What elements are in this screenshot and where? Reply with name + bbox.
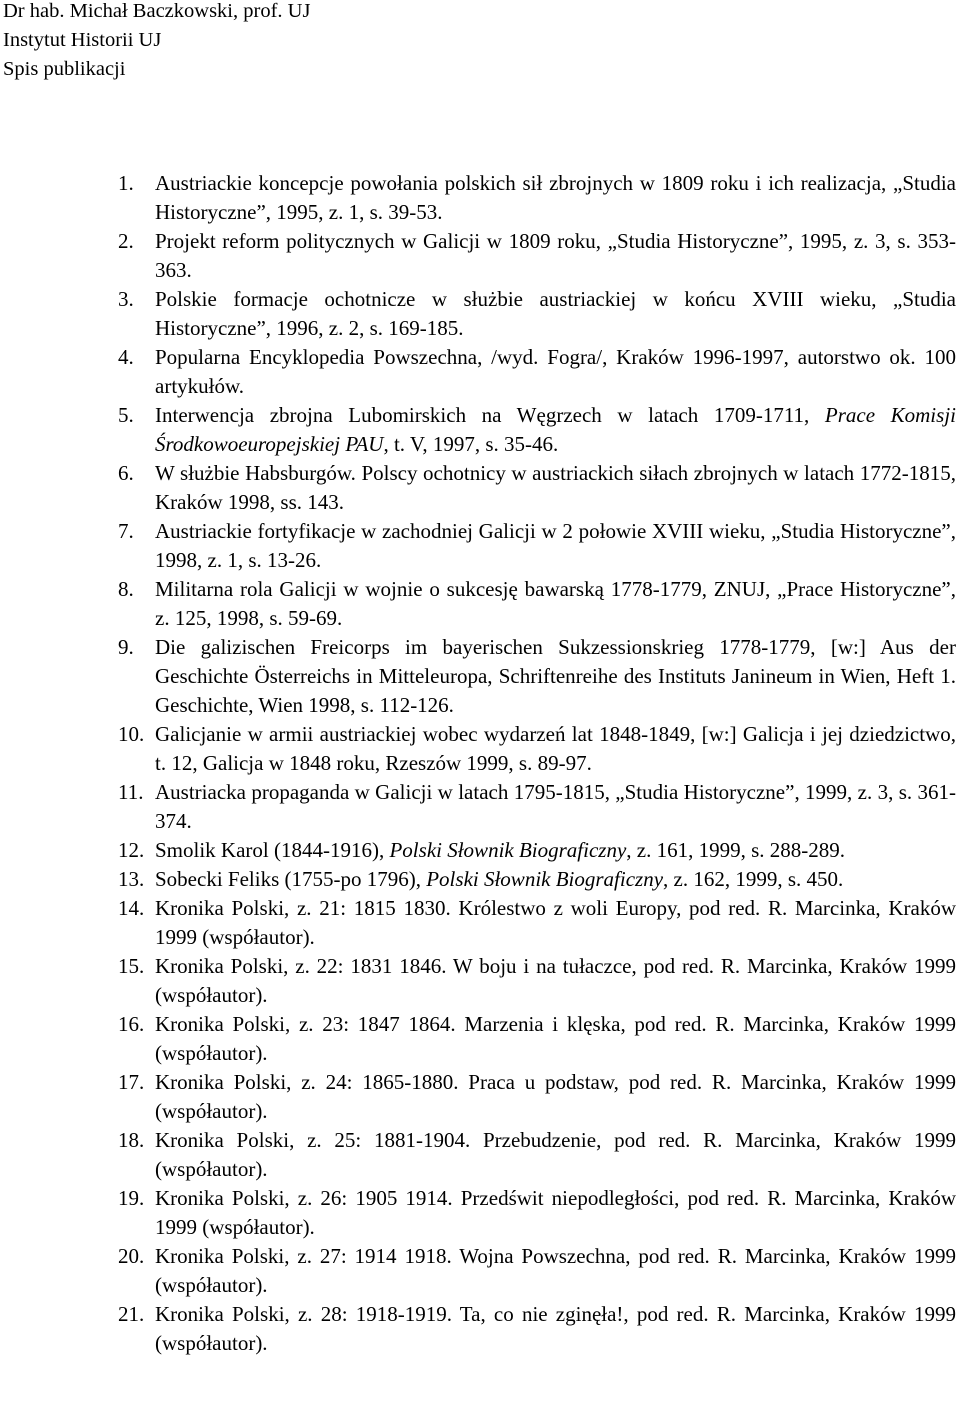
publication-text: [155, 720, 956, 778]
publication-item: [118, 1126, 956, 1184]
publication-segment: Smolik Karol (1844-1916),: [155, 838, 390, 862]
publication-italic-title: Prace Komisji Środkowoeuropejskiej PAU: [155, 403, 956, 456]
publication-number: 9.: [118, 635, 134, 659]
publication-italic-title: Polski Słownik Biograficzny: [426, 867, 664, 891]
publication-number: 3.: [118, 287, 134, 311]
publication-number: 8.: [118, 577, 134, 601]
publication-segment: Galicjanie w armii austriackiej wobec wydarzeń lat 1848-1849, [w:] Galicja i jej dziedzictwo, t. 12, Galicja w 1848 roku, Rzeszów 1999, s. 89-97.: [155, 722, 956, 775]
publication-italic-title: Polski Słownik Biograficzny: [389, 838, 627, 862]
publication-segment: Sobecki Feliks (1755-po 1796),: [155, 867, 427, 891]
publication-segment: Austriackie koncepcje powołania polskich sił zbrojnych w 1809 roku i ich realizacja, „Studia Historyczne”, 1995, z. 1, s. 39-53.: [155, 171, 956, 224]
publication-text: [155, 836, 956, 865]
publication-list: [118, 169, 956, 1358]
publication-item: [118, 1300, 956, 1358]
publication-text: [155, 865, 956, 894]
publication-number: 12.: [118, 838, 145, 862]
publication-item: [118, 1184, 956, 1242]
publication-text: [155, 169, 956, 227]
publication-text: [155, 633, 956, 720]
publication-segment: Die galizischen Freicorps im bayerischen Sukzessionskrieg 1778-1779, [w:] Aus der Geschichte Österreichs in Mitteleuropa, Schriftenreihe des Instituts Janineum in Wien, Heft 1. Geschichte, Wien 1998, s. 112-126.: [155, 635, 956, 717]
publication-segment: Popularna Encyklopedia Powszechna, /wyd. Fogra/, Kraków 1996-1997, autorstwo ok. 100 artykułów.: [155, 345, 956, 398]
publication-segment: Polskie formacje ochotnicze w służbie austriackiej w końcu XVIII wieku, „Studia Historyczne”, 1996, z. 2, s. 169-185.: [155, 287, 956, 340]
author-line: Dr hab. Michał Baczkowski, prof. UJ: [3, 0, 311, 22]
publication-segment: Kronika Polski, z. 24: 1865-1880. Praca u podstaw, pod red. R. Marcinka, Kraków 1999 (współautor).: [155, 1070, 956, 1123]
publication-segment: , t. V, 1997, s. 35-46.: [383, 432, 559, 456]
publication-item: [118, 1068, 956, 1126]
publication-number: 15.: [118, 954, 145, 978]
publication-number: 2.: [118, 229, 134, 253]
publication-segment: Kronika Polski, z. 22: 1831 1846. W boju i na tułaczce, pod red. R. Marcinka, Kraków 1999 (współautor).: [155, 954, 956, 1007]
publication-text: [155, 227, 956, 285]
publication-segment: Militarna rola Galicji w wojnie o sukcesję bawarską 1778-1779, ZNUJ, „Prace Historyczne”, z. 125, 1998, s. 59-69.: [155, 577, 956, 630]
publication-number: 7.: [118, 519, 134, 543]
publication-segment: Austriacka propaganda w Galicji w latach 1795-1815, „Studia Historyczne”, 1999, z. 3, s. 361-374.: [155, 780, 956, 833]
publication-segment: Kronika Polski, z. 21: 1815 1830. Królestwo z woli Europy, pod red. R. Marcinka, Kraków 1999 (współautor).: [155, 896, 956, 949]
publication-number: 10.: [118, 722, 145, 746]
institute-line: Instytut Historii UJ: [3, 29, 162, 51]
publication-segment: Austriackie fortyfikacje w zachodniej Galicji w 2 połowie XVIII wieku, „Studia Historyczne”, 1998, z. 1, s. 13-26.: [155, 519, 956, 572]
publication-item: [118, 401, 956, 459]
publication-item: [118, 952, 956, 1010]
publication-number: 16.: [118, 1012, 145, 1036]
publication-segment: , z. 161, 1999, s. 288-289.: [626, 838, 846, 862]
publication-item: [118, 836, 956, 865]
publication-item: [118, 459, 956, 517]
publication-segment: , z. 162, 1999, s. 450.: [663, 867, 844, 891]
publication-text: [155, 1010, 956, 1068]
publication-text: [155, 575, 956, 633]
publication-item: [118, 720, 956, 778]
publication-text: [155, 343, 956, 401]
publication-text: [155, 285, 956, 343]
publication-text: [155, 894, 956, 952]
document-title: Spis publikacji: [3, 58, 126, 80]
publication-item: [118, 1010, 956, 1068]
publication-number: 19.: [118, 1186, 145, 1210]
publication-segment: Interwencja zbrojna Lubomirskich na Węgrzech w latach 1709-1711,: [155, 403, 825, 427]
publication-number: 4.: [118, 345, 134, 369]
publication-number: 20.: [118, 1244, 145, 1268]
publication-item: [118, 343, 956, 401]
publication-item: [118, 633, 956, 720]
publication-item: [118, 517, 956, 575]
publication-segment: Kronika Polski, z. 23: 1847 1864. Marzenia i klęska, pod red. R. Marcinka, Kraków 1999 (współautor).: [155, 1012, 956, 1065]
publication-item: [118, 1242, 956, 1300]
publication-segment: Kronika Polski, z. 26: 1905 1914. Przedświt niepodległości, pod red. R. Marcinka, Kraków 1999 (współautor).: [155, 1186, 956, 1239]
publication-text: [155, 1300, 956, 1358]
publication-text: [155, 459, 956, 517]
publication-number: 6.: [118, 461, 134, 485]
publication-number: 5.: [118, 403, 134, 427]
publication-segment: Kronika Polski, z. 27: 1914 1918. Wojna Powszechna, pod red. R. Marcinka, Kraków 1999 (współautor).: [155, 1244, 956, 1297]
publication-item: [118, 169, 956, 227]
publication-text: [155, 1184, 956, 1242]
publication-segment: Projekt reform politycznych w Galicji w 1809 roku, „Studia Historyczne”, 1995, z. 3, s. 353-363.: [155, 229, 956, 282]
publication-text: [155, 517, 956, 575]
publication-text: [155, 1068, 956, 1126]
publication-text: [155, 1242, 956, 1300]
publication-segment: Kronika Polski, z. 28: 1918-1919. Ta, co nie zginęła!, pod red. R. Marcinka, Kraków 1999 (współautor).: [155, 1302, 956, 1355]
publication-number: 21.: [118, 1302, 145, 1326]
publication-text: [155, 778, 956, 836]
publication-item: [118, 778, 956, 836]
publication-segment: Kronika Polski, z. 25: 1881-1904. Przebudzenie, pod red. R. Marcinka, Kraków 1999 (współautor).: [155, 1128, 956, 1181]
document-header: [3, 0, 310, 84]
publication-number: 17.: [118, 1070, 145, 1094]
publication-number: 14.: [118, 896, 145, 920]
publication-number: 11.: [118, 780, 144, 804]
publication-segment: W służbie Habsburgów. Polscy ochotnicy w austriackich siłach zbrojnych w latach 1772-1815, Kraków 1998, ss. 143.: [155, 461, 956, 514]
publication-item: [118, 865, 956, 894]
publication-number: 1.: [118, 171, 134, 195]
publication-text: [155, 1126, 956, 1184]
publication-text: [155, 401, 956, 459]
publication-item: [118, 227, 956, 285]
publication-text: [155, 952, 956, 1010]
publication-number: 13.: [118, 867, 145, 891]
publication-item: [118, 575, 956, 633]
publication-item: [118, 285, 956, 343]
publication-number: 18.: [118, 1128, 145, 1152]
publication-item: [118, 894, 956, 952]
